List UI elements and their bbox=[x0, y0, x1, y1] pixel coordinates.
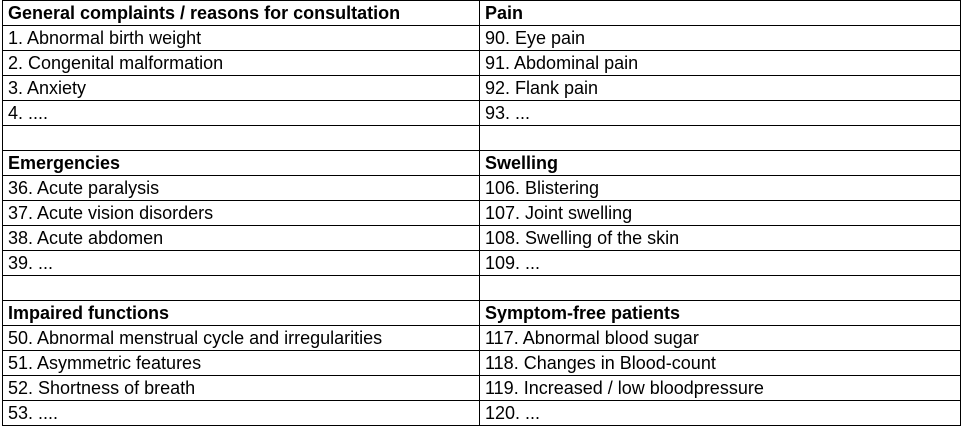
table-cell: 92. Flank pain bbox=[480, 76, 961, 101]
table-row bbox=[3, 51, 961, 76]
table-cell: 50. Abnormal menstrual cycle and irregularities bbox=[3, 326, 480, 351]
table-row bbox=[3, 101, 961, 126]
section-heading-pain: Pain bbox=[480, 1, 961, 26]
section-heading-symptom-free-patients: Symptom-free patients bbox=[480, 301, 961, 326]
table-cell: 52. Shortness of breath bbox=[3, 376, 480, 401]
complaints-table bbox=[2, 0, 961, 426]
table-cell: 4. .... bbox=[3, 101, 480, 126]
section-heading-emergencies: Emergencies bbox=[3, 151, 480, 176]
table-cell: 109. ... bbox=[480, 251, 961, 276]
table-cell: 106. Blistering bbox=[480, 176, 961, 201]
table-cell: 107. Joint swelling bbox=[480, 201, 961, 226]
section-heading-impaired-functions: Impaired functions bbox=[3, 301, 480, 326]
table-cell: 1. Abnormal birth weight bbox=[3, 26, 480, 51]
table-cell: 119. Increased / low bloodpressure bbox=[480, 376, 961, 401]
table-cell: 36. Acute paralysis bbox=[3, 176, 480, 201]
table-row bbox=[3, 401, 961, 426]
section-heading-swelling: Swelling bbox=[480, 151, 961, 176]
table-row bbox=[3, 26, 961, 51]
section-header-row bbox=[3, 301, 961, 326]
table-cell: 90. Eye pain bbox=[480, 26, 961, 51]
table-cell: 91. Abdominal pain bbox=[480, 51, 961, 76]
table-cell: 2. Congenital malformation bbox=[3, 51, 480, 76]
table-cell: 39. ... bbox=[3, 251, 480, 276]
table-cell: 38. Acute abdomen bbox=[3, 226, 480, 251]
table-cell: 51. Asymmetric features bbox=[3, 351, 480, 376]
section-header-row bbox=[3, 151, 961, 176]
empty-cell bbox=[3, 126, 480, 151]
empty-cell bbox=[3, 276, 480, 301]
section-heading-general-complaints: General complaints / reasons for consultation bbox=[3, 1, 480, 26]
section-header-row bbox=[3, 1, 961, 26]
table-cell: 53. .... bbox=[3, 401, 480, 426]
table-cell: 120. ... bbox=[480, 401, 961, 426]
table-cell: 93. ... bbox=[480, 101, 961, 126]
table-row bbox=[3, 176, 961, 201]
spacer-row bbox=[3, 276, 961, 301]
table-row bbox=[3, 201, 961, 226]
table-cell: 3. Anxiety bbox=[3, 76, 480, 101]
table-row bbox=[3, 351, 961, 376]
table-cell: 117. Abnormal blood sugar bbox=[480, 326, 961, 351]
table-row bbox=[3, 76, 961, 101]
table-cell: 108. Swelling of the skin bbox=[480, 226, 961, 251]
table-row bbox=[3, 326, 961, 351]
table-cell: 37. Acute vision disorders bbox=[3, 201, 480, 226]
table-cell: 118. Changes in Blood-count bbox=[480, 351, 961, 376]
empty-cell bbox=[480, 276, 961, 301]
empty-cell bbox=[480, 126, 961, 151]
table-row bbox=[3, 226, 961, 251]
table-row bbox=[3, 376, 961, 401]
table-row bbox=[3, 251, 961, 276]
spacer-row bbox=[3, 126, 961, 151]
